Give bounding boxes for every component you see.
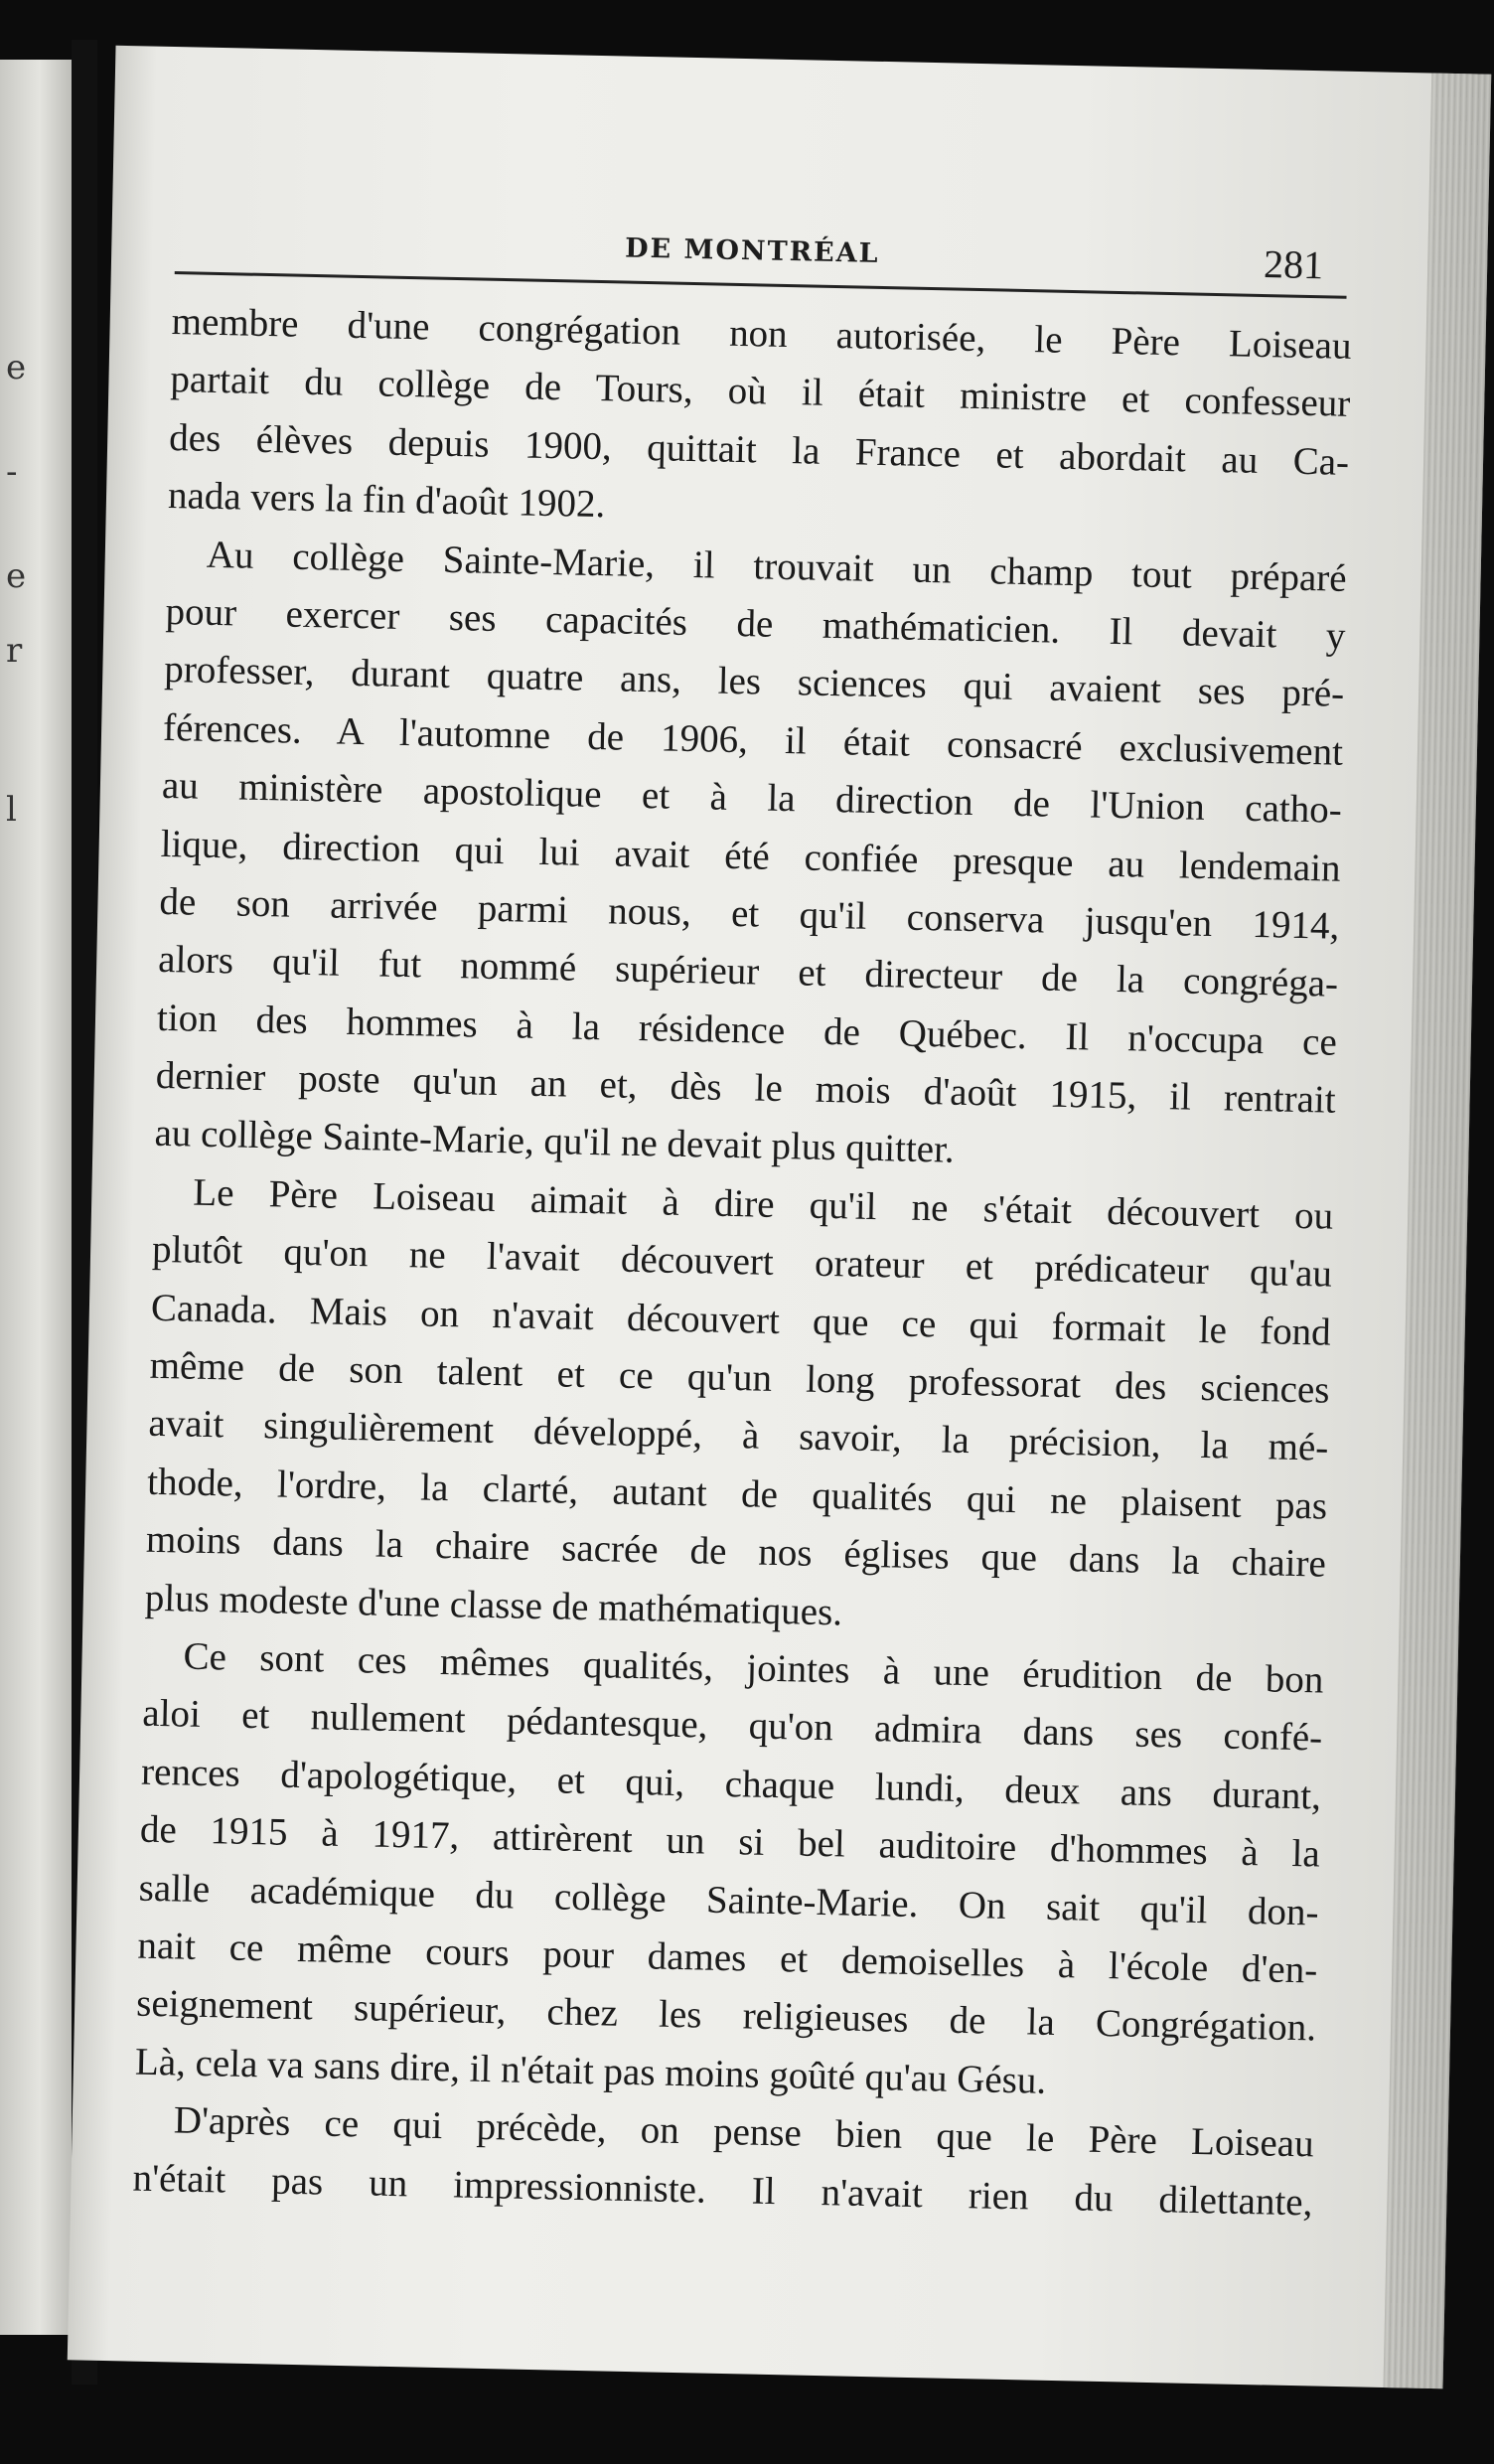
text-line: des élèves depuis 1900, quittait la France et abordait au Ca- <box>168 415 1350 484</box>
text-line: tion des hommes à la résidence de Québec. Il n'occupa ce <box>156 996 1338 1064</box>
book-page <box>68 46 1491 2388</box>
text-line: au ministère apostolique et à la direction de l'Union catho- <box>161 764 1343 832</box>
text-line: salle académique du collège Sainte-Marie. On sait qu'il don- <box>138 1866 1319 1934</box>
text-line: membre d'une congrégation non autorisée, le Père Loiseau <box>171 299 1352 368</box>
text-line: férences. A l'automne de 1906, il était consacré exclusivement <box>162 705 1344 774</box>
text-line: D'après ce qui précède, on pense bien que le Père Loiseau <box>173 2098 1315 2166</box>
running-title: DE MONTRÉAL <box>624 232 880 269</box>
facing-page-fragment: r <box>6 631 23 671</box>
text-line: Le Père Loiseau aimait à dire qu'il ne s'était découvert ou <box>192 1170 1334 1238</box>
body-text <box>132 293 1352 2232</box>
text-line: Là, cela va sans dire, il n'était pas moins goûté qu'au Gésu. <box>134 2040 1047 2102</box>
text-line: dernier poste qu'un an et, dès le mois d'août 1915, il rentrait <box>155 1053 1337 1122</box>
text-line: au collège Sainte-Marie, qu'il ne devait plus quitter. <box>154 1112 956 1172</box>
text-line: Au collège Sainte-Marie, il trouvait un champ tout préparé <box>206 533 1348 600</box>
text-line: moins dans la chaire sacrée de nos églises que dans la chaire <box>145 1517 1327 1586</box>
text-line: aloi et nullement pédantesque, qu'on admira dans ses confé- <box>141 1692 1323 1760</box>
facing-page-fragment: e <box>6 348 27 387</box>
text-line: de son arrivée parmi nous, et qu'il conserva jusqu'en 1914, <box>159 879 1340 948</box>
page-number: 281 <box>1263 241 1324 288</box>
text-line: partait du collège de Tours, où il était ministre et confesseur <box>170 358 1351 426</box>
text-line: lique, direction qui lui avait été confiée presque au lendemain <box>160 822 1341 890</box>
text-line: avait singulièrement développé, à savoir, la précision, la mé- <box>148 1402 1329 1470</box>
text-line: pour exercer ses capacités de mathématicien. Il devait y <box>165 589 1346 658</box>
text-line: plutôt qu'on ne l'avait découvert orateur et prédicateur qu'au <box>151 1228 1333 1296</box>
text-line: Canada. Mais on n'avait découvert que ce qui formait le fond <box>150 1286 1332 1354</box>
text-line: même de son talent et ce qu'un long professorat des sciences <box>149 1343 1330 1412</box>
text-line: nait ce même cours pour dames et demoiselles à l'école d'en- <box>137 1924 1318 1992</box>
text-line: professer, durant quatre ans, les sciences qui avaient ses pré- <box>163 648 1345 716</box>
text-line: de 1915 à 1917, attirèrent un si bel auditoire d'hommes à la <box>139 1807 1321 1876</box>
facing-page-fragment: l <box>6 790 17 830</box>
facing-page-fragment: e <box>6 556 27 596</box>
text-line: rences d'apologétique, et qui, chaque lundi, deux ans durant, <box>140 1750 1322 1818</box>
text-line: Ce sont ces mêmes qualités, jointes à une érudition de bon <box>183 1634 1324 1702</box>
text-line: plus modeste d'une classe de mathématiques. <box>144 1576 843 1634</box>
text-line: alors qu'il fut nommé supérieur et directeur de la congréga- <box>157 938 1339 1006</box>
facing-page-fragment: - <box>6 452 18 492</box>
text-line: n'était pas un impressionniste. Il n'avait rien du dilettante, <box>132 2156 1313 2224</box>
text-line: seignement supérieur, chez les religieuses de la Congrégation. <box>135 1981 1317 2050</box>
text-line: thode, l'ordre, la clarté, autant de qualités qui ne plaisent pas <box>146 1460 1328 1528</box>
page-block-edge <box>1383 74 1491 2389</box>
text-line: nada vers la fin d'août 1902. <box>167 474 606 527</box>
facing-page-edge <box>0 60 72 2335</box>
